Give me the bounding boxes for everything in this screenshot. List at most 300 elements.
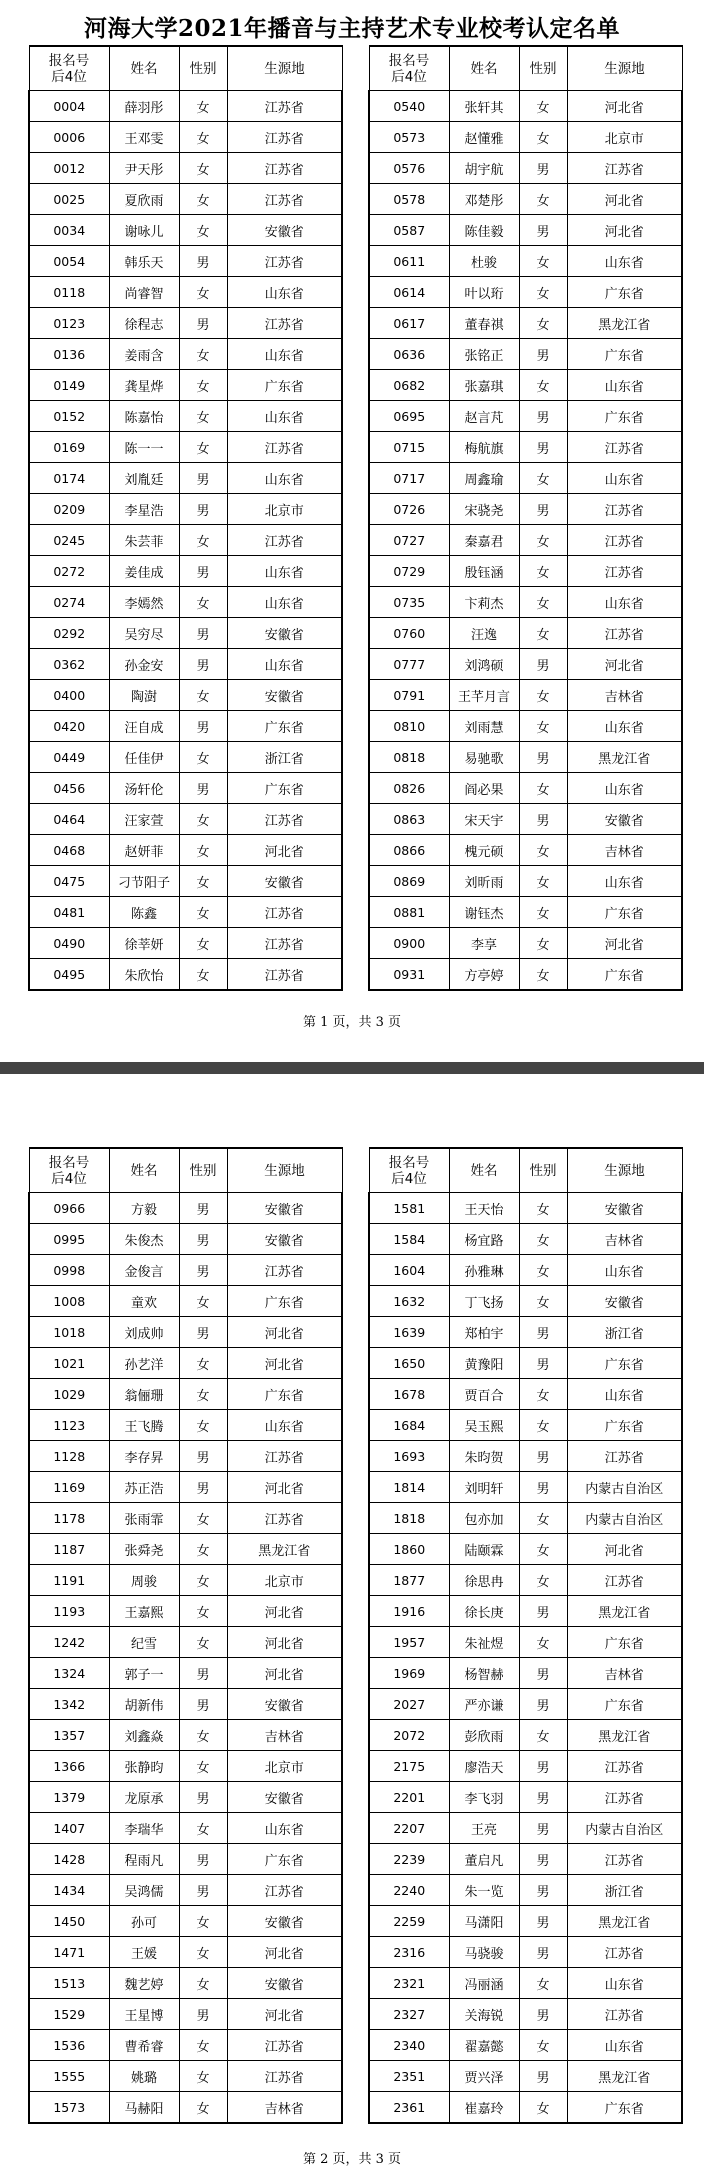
cell-id: 1008 <box>29 1286 109 1317</box>
table-row <box>29 1410 342 1441</box>
cell-gender: 男 <box>179 618 227 649</box>
cell-gender: 女 <box>179 1751 227 1782</box>
table-row <box>369 1968 682 1999</box>
cell-id: 0004 <box>29 91 109 122</box>
cell-id: 1693 <box>369 1441 449 1472</box>
cell-name: 赵妍菲 <box>109 835 179 866</box>
cell-gender: 女 <box>179 153 227 184</box>
table-row <box>29 1224 342 1255</box>
cell-id: 0274 <box>29 587 109 618</box>
cell-origin: 黑龙江省 <box>567 1720 682 1751</box>
cell-name: 魏艺婷 <box>109 1968 179 1999</box>
cell-gender: 女 <box>519 1534 567 1565</box>
table-row <box>369 897 682 928</box>
table-row <box>369 2092 682 2124</box>
cell-origin: 山东省 <box>567 246 682 277</box>
table-row <box>29 339 342 370</box>
table-row <box>369 1813 682 1844</box>
table-row <box>369 1534 682 1565</box>
cell-name: 孙艺洋 <box>109 1348 179 1379</box>
table-row <box>369 959 682 991</box>
cell-name: 谢钰杰 <box>449 897 519 928</box>
cell-name: 马赫阳 <box>109 2092 179 2124</box>
cell-name: 王邓雯 <box>109 122 179 153</box>
cell-origin: 安徽省 <box>227 1224 342 1255</box>
cell-gender: 男 <box>179 1224 227 1255</box>
cell-name: 曹希睿 <box>109 2030 179 2061</box>
cell-id: 1814 <box>369 1472 449 1503</box>
cell-origin: 广东省 <box>227 711 342 742</box>
cell-id: 0611 <box>369 246 449 277</box>
cell-gender: 男 <box>519 432 567 463</box>
cell-origin: 北京市 <box>567 122 682 153</box>
cell-gender: 男 <box>519 1472 567 1503</box>
cell-id: 0152 <box>29 401 109 432</box>
table-row <box>29 246 342 277</box>
cell-gender: 男 <box>519 339 567 370</box>
table-row <box>369 184 682 215</box>
cell-id: 0995 <box>29 1224 109 1255</box>
table-header-row <box>369 46 682 91</box>
table-row <box>369 1999 682 2030</box>
cell-name: 叶以珩 <box>449 277 519 308</box>
cell-id: 0717 <box>369 463 449 494</box>
cell-id: 0149 <box>29 370 109 401</box>
table-row <box>29 649 342 680</box>
cell-name: 朱俊杰 <box>109 1224 179 1255</box>
cell-id: 0735 <box>369 587 449 618</box>
header-id: 报名号后4位 <box>29 1148 109 1193</box>
cell-name: 徐思冉 <box>449 1565 519 1596</box>
cell-origin: 江苏省 <box>227 804 342 835</box>
cell-gender: 女 <box>519 773 567 804</box>
table-row <box>29 1317 342 1348</box>
cell-origin: 山东省 <box>567 2030 682 2061</box>
table-row <box>369 2030 682 2061</box>
cell-name: 郑柏宇 <box>449 1317 519 1348</box>
cell-origin: 山东省 <box>227 649 342 680</box>
cell-origin: 江苏省 <box>567 494 682 525</box>
table-header-row <box>29 1148 342 1193</box>
cell-gender: 男 <box>179 1782 227 1813</box>
cell-origin: 江苏省 <box>567 1441 682 1472</box>
cell-origin: 浙江省 <box>567 1317 682 1348</box>
cell-gender: 女 <box>519 1968 567 1999</box>
cell-gender: 女 <box>179 866 227 897</box>
cell-origin: 山东省 <box>227 463 342 494</box>
cell-name: 韩乐天 <box>109 246 179 277</box>
table-row <box>29 556 342 587</box>
cell-origin: 内蒙古自治区 <box>567 1472 682 1503</box>
cell-name: 杨智赫 <box>449 1658 519 1689</box>
table-row <box>29 2061 342 2092</box>
cell-id: 1407 <box>29 1813 109 1844</box>
cell-gender: 男 <box>179 494 227 525</box>
table-row <box>369 1937 682 1968</box>
table-row <box>29 277 342 308</box>
cell-origin: 山东省 <box>567 773 682 804</box>
cell-id: 1513 <box>29 1968 109 1999</box>
table-row <box>369 1410 682 1441</box>
cell-origin: 江苏省 <box>567 1844 682 1875</box>
cell-gender: 女 <box>519 1627 567 1658</box>
cell-gender: 男 <box>519 1906 567 1937</box>
cell-id: 0866 <box>369 835 449 866</box>
cell-name: 孙金安 <box>109 649 179 680</box>
cell-origin: 广东省 <box>567 277 682 308</box>
cell-origin: 江苏省 <box>227 432 342 463</box>
cell-name: 李星浩 <box>109 494 179 525</box>
cell-origin: 黑龙江省 <box>567 1906 682 1937</box>
table-row <box>369 587 682 618</box>
cell-id: 0727 <box>369 525 449 556</box>
cell-gender: 男 <box>179 246 227 277</box>
cell-id: 2027 <box>369 1689 449 1720</box>
cell-name: 胡新伟 <box>109 1689 179 1720</box>
cell-id: 1029 <box>29 1379 109 1410</box>
cell-id: 0869 <box>369 866 449 897</box>
table-row <box>369 432 682 463</box>
cell-name: 薛羽彤 <box>109 91 179 122</box>
table-row <box>369 1720 682 1751</box>
table-row <box>29 1286 342 1317</box>
cell-gender: 女 <box>179 215 227 246</box>
cell-gender: 男 <box>179 1658 227 1689</box>
cell-name: 胡宇航 <box>449 153 519 184</box>
cell-name: 方毅 <box>109 1193 179 1224</box>
cell-name: 彭欣雨 <box>449 1720 519 1751</box>
cell-gender: 女 <box>179 897 227 928</box>
cell-gender: 女 <box>519 1379 567 1410</box>
cell-name: 刘明轩 <box>449 1472 519 1503</box>
cell-name: 陈佳毅 <box>449 215 519 246</box>
cell-gender: 男 <box>179 1255 227 1286</box>
cell-origin: 江苏省 <box>567 618 682 649</box>
cell-gender: 男 <box>179 1472 227 1503</box>
header-name: 姓名 <box>449 1148 519 1193</box>
cell-gender: 男 <box>519 1317 567 1348</box>
cell-gender: 女 <box>179 1596 227 1627</box>
cell-gender: 女 <box>179 2061 227 2092</box>
table-row <box>29 1937 342 1968</box>
cell-name: 王芊月言 <box>449 680 519 711</box>
table-row <box>29 91 342 122</box>
cell-id: 0540 <box>369 91 449 122</box>
cell-id: 0464 <box>29 804 109 835</box>
cell-origin: 安徽省 <box>567 1193 682 1224</box>
cell-id: 2201 <box>369 1782 449 1813</box>
cell-origin: 山东省 <box>567 866 682 897</box>
page1-left-table <box>28 45 343 991</box>
cell-origin: 河北省 <box>227 1472 342 1503</box>
cell-id: 1529 <box>29 1999 109 2030</box>
table-row <box>29 1565 342 1596</box>
cell-id: 1555 <box>29 2061 109 2092</box>
cell-gender: 女 <box>179 370 227 401</box>
cell-name: 李嫣然 <box>109 587 179 618</box>
cell-name: 徐莘妍 <box>109 928 179 959</box>
header-gender: 性别 <box>179 46 227 91</box>
table-row <box>369 928 682 959</box>
cell-origin: 广东省 <box>567 959 682 991</box>
page2-footer: 第 2 页，共 3 页 <box>302 2152 402 2167</box>
cell-gender: 女 <box>519 370 567 401</box>
cell-name: 刘雨慧 <box>449 711 519 742</box>
cell-gender: 女 <box>519 246 567 277</box>
cell-origin: 江苏省 <box>227 525 342 556</box>
table-row <box>369 1379 682 1410</box>
cell-origin: 山东省 <box>567 711 682 742</box>
cell-name: 金俊言 <box>109 1255 179 1286</box>
cell-name: 王亮 <box>449 1813 519 1844</box>
table-row <box>369 1875 682 1906</box>
table-row <box>29 1813 342 1844</box>
cell-origin: 江苏省 <box>567 153 682 184</box>
cell-gender: 女 <box>519 711 567 742</box>
cell-origin: 吉林省 <box>567 835 682 866</box>
table-row <box>369 1844 682 1875</box>
header-origin: 生源地 <box>227 46 342 91</box>
cell-name: 刘鑫焱 <box>109 1720 179 1751</box>
cell-id: 0475 <box>29 866 109 897</box>
cell-gender: 女 <box>179 2030 227 2061</box>
cell-name: 丁飞扬 <box>449 1286 519 1317</box>
cell-origin: 河北省 <box>567 1534 682 1565</box>
header-name: 姓名 <box>449 46 519 91</box>
cell-gender: 女 <box>519 1503 567 1534</box>
cell-id: 1428 <box>29 1844 109 1875</box>
cell-name: 夏欣雨 <box>109 184 179 215</box>
cell-origin: 广东省 <box>227 1286 342 1317</box>
cell-origin: 江苏省 <box>227 928 342 959</box>
cell-name: 黄豫阳 <box>449 1348 519 1379</box>
cell-name: 马骁骏 <box>449 1937 519 1968</box>
cell-name: 方亭婷 <box>449 959 519 991</box>
table-row <box>29 308 342 339</box>
cell-id: 0826 <box>369 773 449 804</box>
cell-gender: 男 <box>519 1782 567 1813</box>
cell-gender: 女 <box>179 1410 227 1441</box>
cell-id: 1650 <box>369 1348 449 1379</box>
cell-id: 1573 <box>29 2092 109 2124</box>
cell-id: 0420 <box>29 711 109 742</box>
cell-origin: 山东省 <box>227 339 342 370</box>
cell-id: 1584 <box>369 1224 449 1255</box>
page1-right-table <box>368 45 683 991</box>
cell-name: 徐程志 <box>109 308 179 339</box>
table-row <box>369 401 682 432</box>
cell-gender: 女 <box>519 1224 567 1255</box>
table-row <box>369 556 682 587</box>
cell-origin: 广东省 <box>567 339 682 370</box>
table-row <box>29 525 342 556</box>
cell-gender: 女 <box>179 1813 227 1844</box>
cell-id: 1366 <box>29 1751 109 1782</box>
cell-origin: 吉林省 <box>567 680 682 711</box>
cell-origin: 山东省 <box>567 1379 682 1410</box>
table-row <box>369 1658 682 1689</box>
cell-name: 朱欣怡 <box>109 959 179 991</box>
cell-id: 0998 <box>29 1255 109 1286</box>
cell-id: 0931 <box>369 959 449 991</box>
page-separator <box>0 1062 704 1074</box>
cell-name: 宋骁尧 <box>449 494 519 525</box>
cell-gender: 女 <box>519 866 567 897</box>
cell-id: 1684 <box>369 1410 449 1441</box>
cell-id: 0576 <box>369 153 449 184</box>
cell-origin: 吉林省 <box>227 1720 342 1751</box>
cell-origin: 江苏省 <box>227 959 342 991</box>
table-row <box>29 711 342 742</box>
cell-id: 1357 <box>29 1720 109 1751</box>
cell-id: 1678 <box>369 1379 449 1410</box>
cell-name: 邓楚彤 <box>449 184 519 215</box>
cell-origin: 江苏省 <box>567 525 682 556</box>
cell-origin: 北京市 <box>227 1751 342 1782</box>
cell-id: 1169 <box>29 1472 109 1503</box>
cell-id: 1581 <box>369 1193 449 1224</box>
cell-name: 贾兴泽 <box>449 2061 519 2092</box>
cell-id: 1877 <box>369 1565 449 1596</box>
cell-gender: 女 <box>519 1565 567 1596</box>
cell-origin: 江苏省 <box>567 1937 682 1968</box>
cell-name: 殷钰涵 <box>449 556 519 587</box>
cell-id: 2351 <box>369 2061 449 2092</box>
cell-id: 0617 <box>369 308 449 339</box>
cell-id: 0012 <box>29 153 109 184</box>
cell-origin: 河北省 <box>227 1999 342 2030</box>
table-row <box>369 1689 682 1720</box>
cell-name: 汪逸 <box>449 618 519 649</box>
cell-id: 0449 <box>29 742 109 773</box>
cell-name: 任佳伊 <box>109 742 179 773</box>
cell-gender: 男 <box>519 215 567 246</box>
cell-origin: 广东省 <box>567 1410 682 1441</box>
cell-origin: 江苏省 <box>227 122 342 153</box>
cell-origin: 黑龙江省 <box>227 1534 342 1565</box>
cell-name: 刘昕雨 <box>449 866 519 897</box>
cell-origin: 广东省 <box>227 773 342 804</box>
cell-name: 朱一览 <box>449 1875 519 1906</box>
cell-id: 0209 <box>29 494 109 525</box>
cell-name: 董春祺 <box>449 308 519 339</box>
cell-origin: 浙江省 <box>227 742 342 773</box>
table-row <box>369 463 682 494</box>
cell-id: 0863 <box>369 804 449 835</box>
cell-origin: 江苏省 <box>567 1565 682 1596</box>
cell-gender: 女 <box>179 680 227 711</box>
cell-origin: 河北省 <box>567 928 682 959</box>
cell-origin: 广东省 <box>567 897 682 928</box>
table-row <box>29 215 342 246</box>
table-row <box>369 1472 682 1503</box>
table-row <box>369 773 682 804</box>
cell-gender: 女 <box>179 184 227 215</box>
table-row <box>29 1906 342 1937</box>
cell-origin: 安徽省 <box>567 804 682 835</box>
cell-origin: 河北省 <box>227 1348 342 1379</box>
cell-id: 1471 <box>29 1937 109 1968</box>
cell-name: 孙雅琳 <box>449 1255 519 1286</box>
table-row <box>369 1503 682 1534</box>
table-row <box>29 1441 342 1472</box>
cell-name: 张铭正 <box>449 339 519 370</box>
table-row <box>369 1348 682 1379</box>
table-row <box>369 525 682 556</box>
cell-name: 周鑫瑜 <box>449 463 519 494</box>
table-row <box>369 1255 682 1286</box>
cell-name: 槐元硕 <box>449 835 519 866</box>
cell-id: 2316 <box>369 1937 449 1968</box>
table-row <box>29 1627 342 1658</box>
cell-name: 王星博 <box>109 1999 179 2030</box>
cell-origin: 江苏省 <box>227 1441 342 1472</box>
cell-name: 汪自成 <box>109 711 179 742</box>
cell-gender: 男 <box>179 308 227 339</box>
table-row <box>29 1503 342 1534</box>
cell-id: 1342 <box>29 1689 109 1720</box>
cell-id: 0362 <box>29 649 109 680</box>
cell-name: 宋天宇 <box>449 804 519 835</box>
table-row <box>369 618 682 649</box>
table-row <box>29 122 342 153</box>
cell-origin: 黑龙江省 <box>567 1596 682 1627</box>
cell-gender: 女 <box>519 897 567 928</box>
cell-origin: 山东省 <box>227 277 342 308</box>
cell-id: 0456 <box>29 773 109 804</box>
cell-id: 2175 <box>369 1751 449 1782</box>
cell-name: 王媛 <box>109 1937 179 1968</box>
cell-id: 2240 <box>369 1875 449 1906</box>
cell-origin: 黑龙江省 <box>567 742 682 773</box>
table-row <box>29 897 342 928</box>
cell-origin: 广东省 <box>567 1689 682 1720</box>
cell-id: 1536 <box>29 2030 109 2061</box>
cell-name: 翟嘉懿 <box>449 2030 519 2061</box>
table-row <box>29 1596 342 1627</box>
cell-gender: 男 <box>179 1441 227 1472</box>
cell-origin: 吉林省 <box>567 1658 682 1689</box>
cell-origin: 广东省 <box>227 1379 342 1410</box>
table-row <box>29 1751 342 1782</box>
table-row <box>29 1720 342 1751</box>
cell-gender: 女 <box>519 835 567 866</box>
header-id: 报名号后4位 <box>29 46 109 91</box>
table-row <box>29 1844 342 1875</box>
cell-name: 廖浩天 <box>449 1751 519 1782</box>
cell-name: 姚璐 <box>109 2061 179 2092</box>
cell-name: 陶澍 <box>109 680 179 711</box>
cell-id: 2072 <box>369 1720 449 1751</box>
cell-name: 朱芸菲 <box>109 525 179 556</box>
table-row <box>29 494 342 525</box>
cell-origin: 江苏省 <box>227 2030 342 2061</box>
cell-id: 0006 <box>29 122 109 153</box>
cell-gender: 女 <box>179 1534 227 1565</box>
cell-id: 0881 <box>369 897 449 928</box>
cell-gender: 男 <box>519 1689 567 1720</box>
cell-name: 王天怡 <box>449 1193 519 1224</box>
cell-id: 0810 <box>369 711 449 742</box>
cell-origin: 江苏省 <box>567 432 682 463</box>
cell-id: 0025 <box>29 184 109 215</box>
header-gender: 性别 <box>519 1148 567 1193</box>
cell-origin: 山东省 <box>227 556 342 587</box>
cell-gender: 女 <box>519 184 567 215</box>
cell-id: 1018 <box>29 1317 109 1348</box>
cell-gender: 男 <box>519 494 567 525</box>
cell-id: 0169 <box>29 432 109 463</box>
